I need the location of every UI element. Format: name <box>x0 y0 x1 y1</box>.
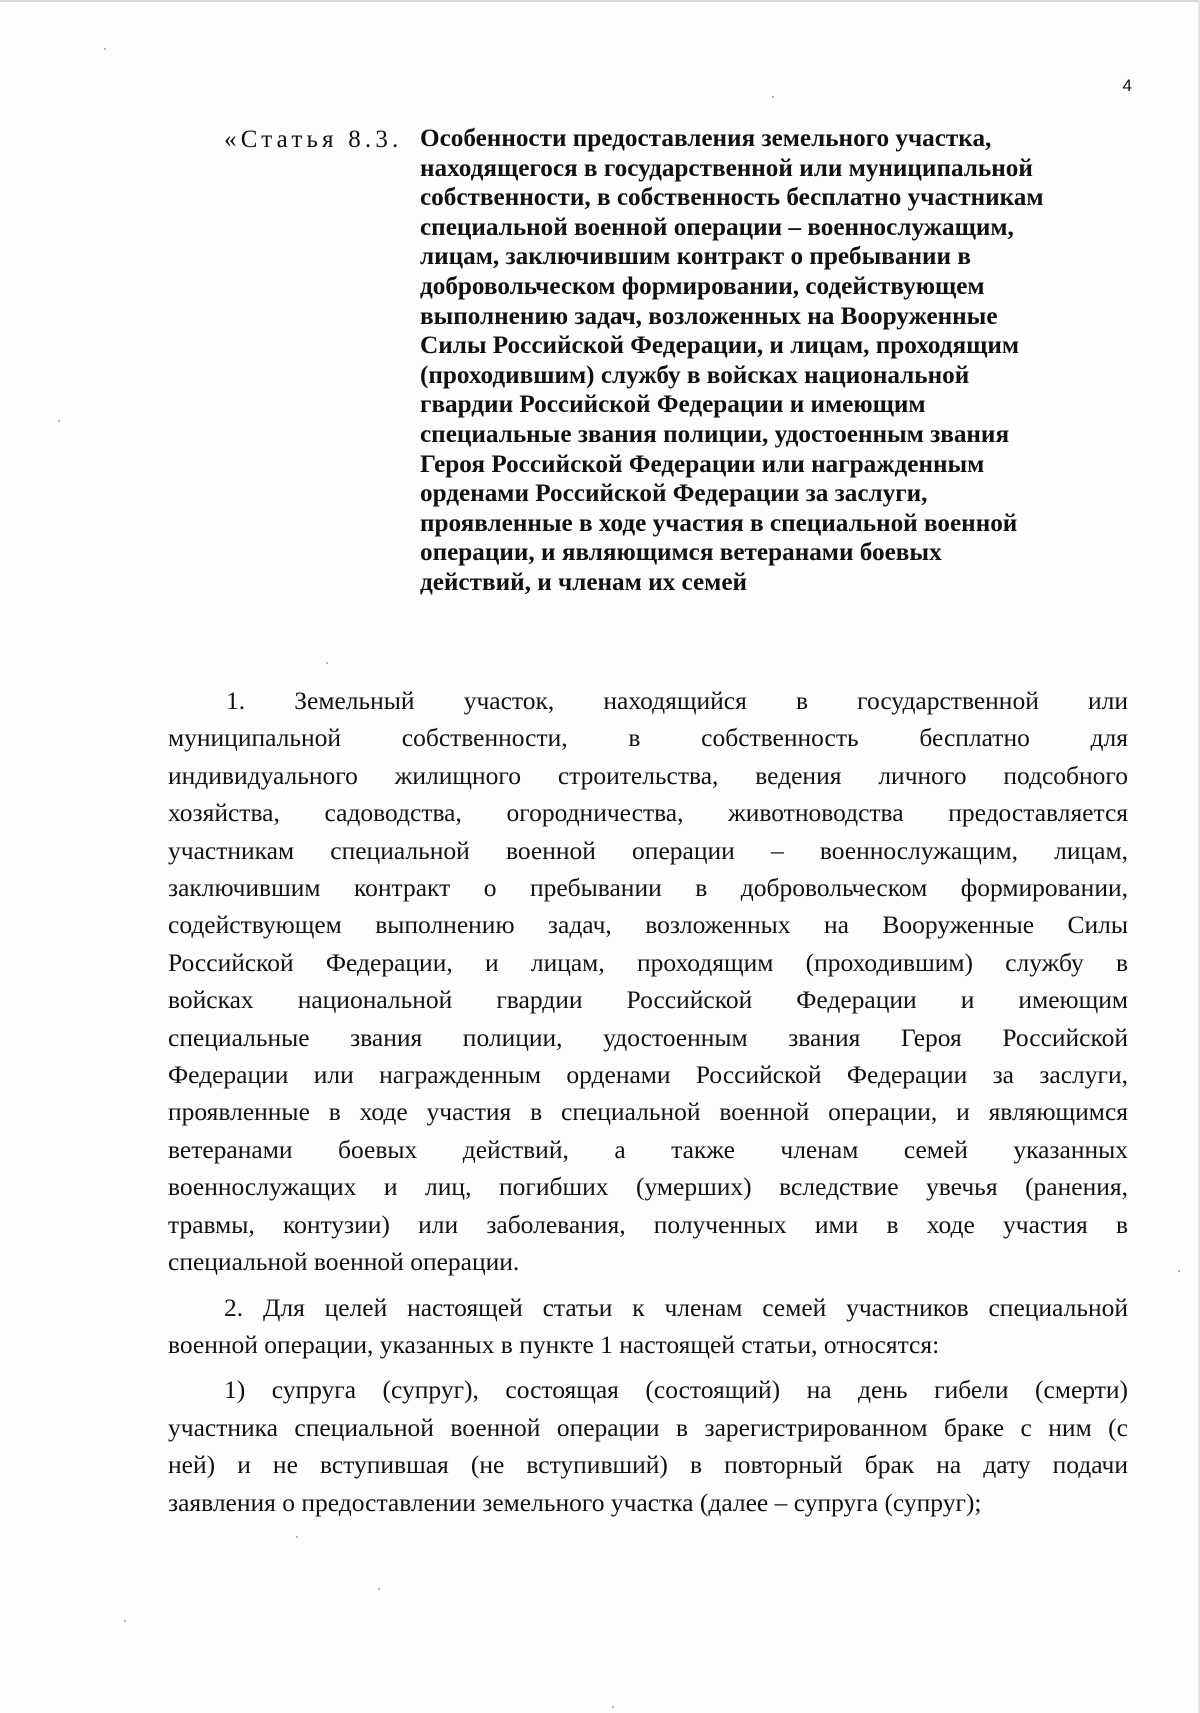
paragraph-1-line: ветеранами боевых действий, а также членам семей указанных <box>168 1134 1128 1164</box>
article-title-line: операции, и являющимся ветеранами боевых <box>420 539 942 567</box>
paragraph-1-line: Российской Федерации, и лицам, проходящим (проходившим) службу в <box>168 947 1128 977</box>
paragraph-gap <box>168 1281 1128 1289</box>
paragraph-3-line: 1) супруга (супруг), состоящая (состоящий) на день гибели (смерти) <box>224 1375 1128 1405</box>
paragraph-1-line: специальной военной операции. <box>168 1247 520 1277</box>
article-title-line: (проходившим) службу в войсках национальной <box>420 361 970 389</box>
paragraph-2-line: 2. Для целей настоящей статьи к членам семей участников специальной <box>224 1292 1128 1322</box>
paragraph-1-line: Федерации или награжденным орденами Российской Федерации за заслуги, <box>168 1060 1128 1090</box>
paragraph-1-line: индивидуального жилищного строительства, ведения личного подсобного <box>168 760 1128 790</box>
scan-speck <box>104 48 106 50</box>
paragraph-1-line: специальные звания полиции, удостоенным звания Героя Российской <box>168 1022 1128 1052</box>
page-number: 4 <box>1122 76 1132 95</box>
article-title-line: действий, и членам их семей <box>420 568 748 596</box>
article-title-line: Особенности предоставления земельного участка, <box>420 125 992 152</box>
article-title-line: специальные звания полиции, удостоенным звания <box>420 420 1010 448</box>
paragraph-1-line: проявленные в ходе участия в специальной военной операции, и являющимся <box>168 1097 1128 1127</box>
article-title-line: Героя Российской Федерации или награжденным <box>420 450 985 478</box>
article-title-line: выполнению задач, возложенных на Вооруженные <box>420 302 998 330</box>
paragraph-1-line: травмы, контузии) или заболевания, полученных ими в ходе участия в <box>168 1209 1128 1239</box>
article-title-line: собственности, в собственность бесплатно участникам <box>420 184 1044 212</box>
paragraph-1-line: участникам специальной военной операции – военнослужащим, лицам, <box>168 835 1128 865</box>
article-title-line: добровольческом формировании, содействующем <box>420 272 985 300</box>
paragraph-gap <box>168 1363 1128 1371</box>
scan-edge-top <box>0 0 1200 2</box>
scan-speck <box>296 1536 298 1538</box>
scan-speck <box>772 96 774 98</box>
article-title-line: орденами Российской Федерации за заслуги, <box>420 480 928 508</box>
paragraph-1-line: войсках национальной гвардии Российской Федерации и имеющим <box>168 985 1128 1015</box>
scan-speck <box>1178 1270 1180 1272</box>
scan-speck <box>58 420 60 422</box>
scan-speck <box>612 1706 614 1708</box>
paragraph-3-line: заявления о предоставлении земельного участка (далее – супруга (супруг); <box>168 1487 982 1517</box>
paragraph-2-line: военной операции, указанных в пункте 1 настоящей статьи, относятся: <box>168 1329 940 1359</box>
paragraph-1-line: муниципальной собственности, в собственность бесплатно для <box>168 723 1128 753</box>
paragraph-1-line: заключившим контракт о пребывании в добровольческом формировании, <box>168 873 1128 903</box>
paragraph-1-line: 1. Земельный участок, находящийся в государственной или <box>226 686 1128 715</box>
scan-speck <box>326 662 328 664</box>
paragraph-1-line: военнослужащих и лиц, погибших (умерших) вследствие увечья (ранения, <box>168 1172 1128 1202</box>
paragraph-3-line: ней) и не вступившая (не вступивший) в повторный брак на дату подачи <box>168 1450 1128 1480</box>
article-label: «Статья 8.3. <box>224 126 403 153</box>
scan-speck <box>378 1588 380 1590</box>
article-title-line: специальной военной операции – военнослужащим, <box>420 213 1014 241</box>
article-title-line: гвардии Российской Федерации и имеющим <box>420 391 926 419</box>
article-title-line: Силы Российской Федерации, и лицам, проходящим <box>420 332 1020 360</box>
article-title-line: проявленные в ходе участия в специальной военной <box>420 509 1018 537</box>
article-title-line: находящегося в государственной или муниципальной <box>420 154 1033 182</box>
paragraph-1-line: хозяйства, садоводства, огородничества, животноводства предоставляется <box>168 798 1128 828</box>
scan-speck <box>124 1620 126 1622</box>
paragraph-1-line: содействующем выполнению задач, возложенных на Вооруженные Силы <box>168 910 1128 940</box>
paragraph-3-line: участника специальной военной операции в зарегистрированном браке с ним (с <box>168 1412 1128 1442</box>
article-body <box>168 682 1128 1521</box>
article-title <box>420 124 1160 598</box>
article-title-line: лицам, заключившим контракт о пребывании в <box>420 243 971 271</box>
